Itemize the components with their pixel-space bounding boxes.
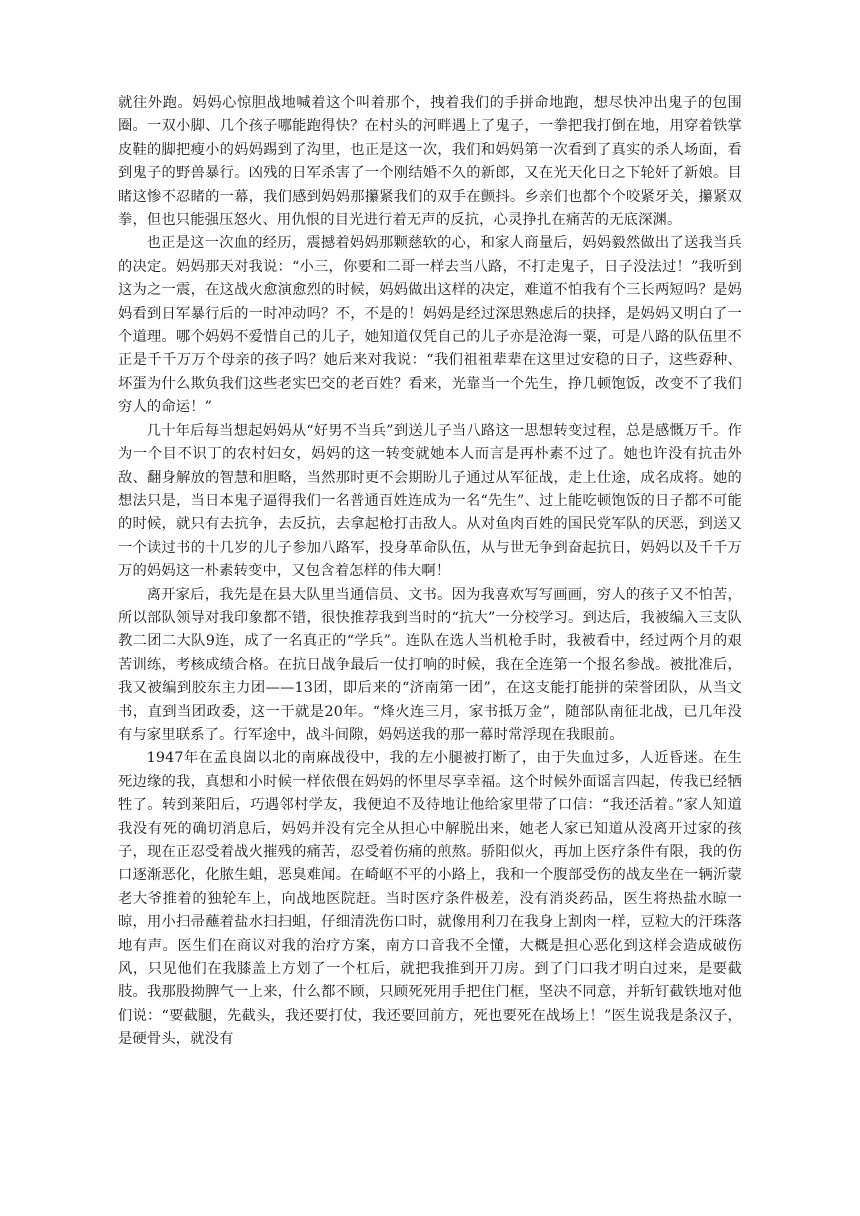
paragraph-5: 1947年在孟良崮以北的南麻战役中，我的左小腿被打断了，由于失血过多，人近昏迷。在生死边缘的我，真想和小时候一样依偎在妈妈的怀里尽享幸福。这个时候外面谣言四起，传我已经牺牲了。转到莱阳后，巧遇邻村学友，我便迫不及待地让他给家里带了口信：“我还活着。”家人知道我没有死的确切消息后，妈妈并没有完全从担心中解脱出来，她老人家已知道从没离开过家的孩子，现在正忍受着战火摧残的痛苦，忍受着伤痛的煎熬。骄阳似火，再加上医疗条件有限，我的伤口逐渐恶化，化脓生蛆，恶臭难闻。在崎岖不平的小路上，我和一个腹部受伤的战友坐在一辆沂蒙老大爷推着的独轮车上，向战地医院赶。当时医疗条件极差，没有消炎药品，医生将热盐水晾一晾，用小扫帚蘸着盐水扫扫蛆，仔细清洗伤口时，就像用利刀在我身上割肉一样，豆粒大的汗珠落地有声。医生们在商议对我的治疗方案，南方口音我不全懂，大概是担心恶化到这样会造成破伤风，只见他们在我膝盖上方划了一个杠后，就把我推到开刀房。到了门口我才明白过来，是要截肢。我那股拗脾气一上来，什么都不顾，只顾死死用手把住门框，坚决不同意，并斩钉截铁地对他们说：“要截腿，先截头，我还要打仗，我还要回前方，死也要死在战场上！”医生说我是条汉子，是硬骨头，就没有 bbox=[118, 750, 742, 1048]
paragraph-2: 也正是这一次血的经历，震撼着妈妈那颗慈软的心，和家人商量后，妈妈毅然做出了送我当兵的决定。妈妈那天对我说：“小三，你要和二哥一样去当八路，不打走鬼子，日子没法过！”我听到这为之一震，在这战火愈演愈烈的时候，妈妈做出这样的决定，难道不怕我有个三长两短吗？是妈妈看到日军暴行后的一时冲动吗？不，不是的！妈妈是经过深思熟虑后的抉择，是妈妈又明白了一个道理。哪个妈妈不爱惜自己的儿子，她知道仅凭自己的儿子亦是沧海一粟，可是八路的队伍里不正是千千万万个母亲的孩子吗？她后来对我说：“我们祖祖辈辈在这里过安稳的日子，这些孬种、坏蛋为什么欺负我们这些老实巴交的老百姓？看来，光靠当一个先生，挣几顿饱饭，改变不了我们穷人的命运！” bbox=[118, 235, 742, 416]
paragraph-4: 离开家后，我先是在县大队里当通信员、文书。因为我喜欢写写画画，穷人的孩子又不怕苦，所以部队领导对我印象都不错，很快推荐我到当时的“抗大”一分校学习。到达后，我被编入三支队教二团二大队9连，成了一名真正的“学兵”。连队在选人当机枪手时，我被看中，经过两个月的艰苦训练，考核成绩合格。在抗日战争最后一仗打响的时候，我在全连第一个报名参战。被批准后，我又被编到胶东主力团——13团，即后来的“济南第一团”，在这支能打能拼的荣誉团队，从当文书，直到当团政委，这一干就是20年。“烽火连三月，家书抵万金”，随部队南征北战，已几年没有与家里联系了。行军途中，战斗间隙，妈妈送我的那一幕时常浮现在我眼前。 bbox=[118, 586, 742, 743]
document-page bbox=[118, 92, 742, 1052]
paragraph-3: 几十年后每当想起妈妈从“好男不当兵”到送儿子当八路这一思想转变过程，总是感慨万千。作为一个目不识丁的农村妇女，妈妈的这一转变就她本人而言是再朴素不过了。她也许没有抗击外敌、翻身解放的智慧和胆略，当然那时更不会期盼儿子通过从军征战，走上仕途，成名成将。她的想法只是，当日本鬼子逼得我们一名普通百姓连成为一名“先生”、过上能吃顿饱饭的日子都不可能的时候，就只有去抗争，去反抗，去拿起枪打击敌人。从对鱼肉百姓的国民党军队的厌恶，到送又一个读过书的十几岁的儿子参加八路军，投身革命队伍，从与世无争到奋起抗日，妈妈以及千千万万的妈妈这一朴素转变中，又包含着怎样的伟大啊！ bbox=[118, 422, 742, 580]
paragraph-1: 就往外跑。妈妈心惊胆战地喊着这个叫着那个，拽着我们的手拼命地跑，想尽快冲出鬼子的包围圈。一双小脚、几个孩子哪能跑得快？在村头的河畔遇上了鬼子，一拳把我打倒在地，用穿着铁掌皮鞋的脚把瘦小的妈妈踢到了沟里，也正是这一次，我们和妈妈第一次看到了真实的杀人场面，看到鬼子的野兽暴行。凶残的日军杀害了一个刚结婚不久的新郎，又在光天化日之下轮奸了新娘。目睹这惨不忍睹的一幕，我们感到妈妈那攥紧我们的双手在颤抖。乡亲们也都个个咬紧牙关，攥紧双拳，但也只能强压怒火、用仇恨的目光进行着无声的反抗，心灵挣扎在痛苦的无底深渊。 bbox=[118, 95, 742, 229]
